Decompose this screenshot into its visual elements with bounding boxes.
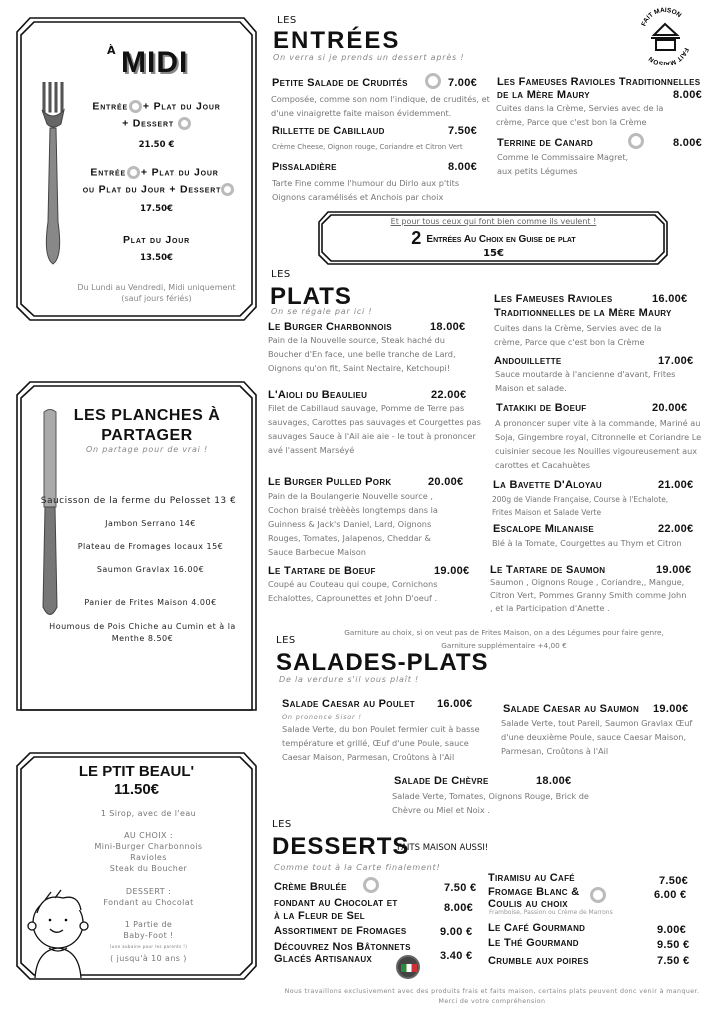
item-desc: Filet de Cabillaud sauvage, Pomme de Terre pas sauvages, Carottes pas sauvages et Courgettes pas sauvages Sauce à l'Ail aie aie - le tout à prononcer avé l'assent Marséyé (268, 403, 481, 455)
italian-flag-badge-icon (396, 955, 420, 979)
salades-les: LES (276, 635, 296, 646)
formula2-plat: + Plat du Jour (140, 166, 219, 179)
fait-maison-ring-icon (129, 100, 142, 113)
formula2-price: 17.50€ (140, 204, 173, 214)
item-name: Assortiment de Fromages (274, 925, 407, 937)
kids-line: Mini-Burger Charbonnois (94, 842, 203, 851)
item-name: Les Fameuses Ravioles Traditionnelles (497, 76, 701, 88)
item-desc: Salade Verte, du bon Poulet fermier cuit à basse température et grillé, Œuf d'une Poule, sauce Caesar Maison, Parmesan, Croûtons à l'Ail (282, 724, 480, 762)
item-name: Salade Caesar au Poulet (282, 698, 415, 710)
item-name: Le Tartare de Saumon (490, 564, 606, 576)
item-price: 16.00€ (652, 293, 688, 305)
boy-drawing-icon (23, 888, 93, 978)
promo-text: Entrées Au Choix en Guise de plat (426, 234, 576, 245)
item-desc: Salade Verte, tout Pareil, Saumon Gravlax Œuf d'une deuxième Poule, sauce Caesar Maison, Parmesan, Croûtons à l'Ail (501, 718, 693, 756)
formula1-dessert: + Dessert (122, 117, 174, 130)
item-desc: Comme le Commissaire Magret, aux petits Légumes (497, 152, 629, 176)
item-price: 7.50€ (659, 875, 689, 887)
planche-item: Saumon Gravlax 16.00€ (96, 565, 205, 574)
entrees-title: ENTRÉES (273, 27, 401, 54)
item-price: 8.00€ (448, 161, 478, 173)
kids-line: AU CHOIX : (124, 831, 173, 840)
kids-line: (une aubaine pour les parents !) (109, 944, 188, 949)
svg-text:FAIT MAISON: FAIT MAISON (640, 6, 683, 28)
item-desc: Pain de la Nouvelle source, Steak haché du Boucher d'En face, une belle tranche de Lard, Oignons qu'on fit, Saint Nectaire, Ketchoupi! (268, 335, 456, 373)
item-desc: Blé à la Tomate, Courgettes au Thym et Citron (492, 538, 682, 548)
promo-price: 15€ (483, 248, 504, 259)
plats-title: PLATS (270, 283, 352, 310)
entrees-les: LES (277, 15, 297, 26)
item-note: On prononce Sisor ! (282, 713, 362, 721)
item-price: 22.00€ (658, 523, 694, 535)
item-name: Andouillette (494, 355, 562, 367)
item-price: 8.00€ (673, 137, 703, 149)
item-price: 20.00€ (652, 402, 688, 414)
formula3-price: 13.50€ (140, 253, 173, 263)
planche-item: Panier de Frites Maison 4.00€ (84, 598, 217, 607)
item-name: Petite Salade de Crudités (272, 77, 408, 89)
item-desc: 200g de Viande Française, Course à l'Echalote, Frites Maison et Salade Verte (492, 495, 669, 517)
item-desc: Crème Cheese, Oignon rouge, Coriandre et Citron Vert (272, 143, 463, 151)
item-name: Salade Caesar au Saumon (503, 703, 640, 715)
plats-les: LES (271, 269, 291, 280)
item-name: Terrine de Canard (497, 137, 594, 149)
desserts-title: DESSERTS (272, 833, 410, 860)
item-desc: Pain de la Boulangerie Nouvelle source , Cochon braisé trèèèès longtemps dans la Guinness & Jack's Daniel, Lard, Oignons Rouges, Tomates, Jalapenos, Cheddar & Sauce Barbecue Maison (268, 491, 438, 557)
item-note: Framboise, Passion ou Crème de Marrons (489, 909, 613, 916)
item-desc: Coupé au Couteau qui coupe, Cornichons Echalottes, Caprounettes et John D'oeuf . (268, 579, 438, 603)
item-desc: Cuites dans la Crème, Servies avec de la crème, Parce que c'est bon la Crème (496, 103, 664, 127)
item-price: 18.00€ (430, 321, 466, 333)
planche-item: Saucisson de la ferme du Pelosset 13 € (40, 496, 237, 506)
item-desc: Tarte Fine comme l'humour du Dirlo aux p'tits Oignons caramélisés et Anchois par choix (272, 178, 460, 202)
salades-title: SALADES-PLATS (276, 649, 489, 676)
planche-item: Jambon Serrano 14€ (105, 519, 196, 528)
item-name: Les Fameuses Ravioles (494, 293, 613, 305)
svg-text:FAIT MAISON: FAIT MAISON (647, 46, 690, 65)
kids-line: ( jusqu'à 10 ans ) (110, 954, 187, 963)
item-desc: Sauce moutarde à l'ancienne d'avant, Frites Maison et salade. (495, 369, 676, 393)
entrees-subtitle: On verra si je prends un dessert après ! (273, 53, 465, 62)
planche-item: Houmous de Pois Chiche au Cumin et à la (49, 622, 236, 631)
kids-line: Ravioles (130, 853, 167, 862)
item-desc: Cuites dans la Crème, Servies avec de la crème, Parce que c'est bon la Crème (494, 323, 662, 347)
item-price: 7.00€ (448, 77, 478, 89)
salades-subtitle: De la verdure s'il vous plaît ! (279, 675, 420, 684)
item-price: 9.50 € (657, 939, 690, 951)
item-price: 21.00€ (658, 479, 694, 491)
formula1-plat: + Plat du Jour (142, 100, 221, 113)
item-desc: A prononcer super vite à la commande, Mariné au Soja, Gingembre royal, Citronnelle et Coriandre Le cuisinier secoue les Nouilles vigoureusement aux carottes et Cacahuètes (495, 418, 702, 470)
planches-panel (17, 382, 256, 710)
planches-title (47, 406, 247, 446)
planches-title-line: PARTAGER (101, 427, 193, 444)
kids-line: DESSERT : (125, 887, 172, 896)
fait-maison-ring-icon (221, 183, 234, 196)
item-name: Le Thé Gourmand (488, 937, 579, 949)
item-name: Rillette de Cabillaud (272, 125, 385, 137)
item-price: 19.00€ (434, 565, 470, 577)
promo-line2 (320, 228, 667, 249)
garniture-line: Garniture supplémentaire +4,00 € (441, 641, 567, 650)
item-price: 7.50 € (657, 955, 690, 967)
item-price: 19.00€ (656, 564, 692, 576)
kids-line: Fondant au Chocolat (103, 898, 194, 907)
midi-note (37, 282, 276, 304)
item-name: Le Burger Pulled Pork (268, 476, 392, 488)
promo-number: 2 (411, 228, 422, 248)
item-name: Le Café Gourmand (488, 922, 586, 934)
kids-line: 1 Partie de (124, 920, 173, 929)
item-price: 20.00€ (428, 476, 464, 488)
midi-title: MIDI (121, 46, 189, 79)
kids-price: 11.50€ (113, 781, 160, 798)
item-name: Fromage Blanc & (488, 886, 580, 898)
midi-note-line: (sauf jours fériés) (121, 294, 192, 303)
desserts-les: LES (272, 819, 292, 830)
kids-line: Baby-Foot ! (123, 931, 174, 940)
planche-item: Menthe 8.50€ (111, 634, 174, 643)
planches-subtitle: On partage pour de vrai ! (85, 445, 209, 454)
planche-item: Plateau de Fromages locaux 15€ (77, 542, 224, 551)
kids-panel (17, 753, 256, 979)
item-price: 8.00€ (444, 902, 474, 914)
plats-subtitle: On se régale par ici ! (271, 307, 373, 316)
fait-maison-ring-icon (425, 73, 441, 89)
midi-a: À (107, 44, 116, 57)
item-price: 9.00€ (657, 924, 687, 936)
item-name: Découvrez Nos Bâtonnets (274, 941, 411, 953)
footer-line: Nous travaillons exclusivement avec des produits frais et faits maison, certains plats peuvent donc venir à manquer. (284, 988, 700, 995)
item-name-line2: à la Fleur de Sel (274, 910, 365, 922)
item-name: La Bavette D'Aloyau (493, 479, 602, 491)
desserts-subtitle: Comme tout à la Carte finalement! (274, 863, 441, 872)
fait-maison-ring-icon (178, 117, 191, 130)
item-name: Crème Brulée (274, 881, 347, 893)
item-price: 7.50€ (448, 125, 478, 137)
item-name: Tiramisu au Café (488, 872, 575, 884)
item-desc: Saumon , Oignons Rouge , Coriandre,, Mangue, Citron Vert, Pommes Granny Smith comme John , et la Participation d'Anette . (490, 577, 687, 613)
item-price: 17.00€ (658, 355, 694, 367)
fait-maison-ring-icon (363, 877, 379, 893)
item-price: 8.00€ (673, 89, 703, 101)
item-price: 3.40 € (440, 950, 473, 962)
item-price: 7.50 € (444, 882, 477, 894)
formula1-entree: Entrée (92, 100, 128, 113)
item-name: Le Burger Charbonnois (268, 321, 392, 333)
item-name-line2: Traditionnelles de la Mère Maury (494, 307, 672, 319)
fait-maison-ring-icon (127, 166, 140, 179)
fait-maison-ring-icon (628, 133, 644, 149)
footer-line: Merci de votre compréhension (438, 998, 546, 1005)
item-name: Le Tartare de Boeuf (268, 565, 376, 577)
item-desc: Composée, comme son nom l'indique, de crudités, et d'une vinaigrette faite maison évidemment. (271, 94, 490, 118)
midi-note-line: Du Lundi au Vendredi, Midi uniquement (77, 283, 236, 292)
item-name-line2: de la Mère Maury (497, 89, 590, 101)
item-price: 19.00€ (653, 703, 689, 715)
formula2-entree: Entrée (90, 166, 126, 179)
item-name: Pissaladière (272, 161, 337, 173)
promo-line1: Et pour tous ceux qui font bien comme ils veulent ! (390, 217, 597, 226)
item-name-line2: Coulis au choix (488, 898, 568, 910)
planches-title-line: LES PLANCHES À (73, 407, 221, 424)
item-name: Crumble aux poires (488, 955, 589, 967)
item-name: fondant au Chocolat et (274, 897, 398, 909)
item-name: Tatakiki de Boeuf (496, 402, 587, 414)
kids-line: Steak du Boucher (109, 864, 188, 873)
fait-maison-ring-icon (590, 887, 606, 903)
formula2-alt: ou Plat du Jour + Dessert (82, 183, 222, 196)
item-name: L'Aioli du Beaulieu (268, 389, 368, 401)
fait-maison-logo (636, 5, 694, 65)
desserts-suffix: FAITS MAISON AUSSI! (397, 843, 489, 853)
formula3-label: Plat du Jour (122, 234, 191, 246)
footer-note (262, 987, 722, 1007)
item-name-line2: Glacés Artisanaux (274, 953, 373, 965)
item-name: Salade De Chèvre (394, 775, 489, 787)
garniture-line: Garniture au choix, si on veut pas de Frites Maison, on a des Légumes pour faire genre, (344, 628, 664, 637)
item-price: 6.00 € (654, 889, 687, 901)
item-price: 9.00 € (440, 926, 473, 938)
kids-title: LE PTIT BEAUL' (78, 763, 195, 780)
item-price: 22.00€ (431, 389, 467, 401)
formula1-price: 21.50 € (138, 140, 175, 150)
item-price: 16.00€ (437, 698, 473, 710)
kids-line: 1 Sirop, avec de l'eau (100, 809, 197, 818)
item-price: 18.00€ (536, 775, 572, 787)
item-desc: Salade Verte, Tomates, Oignons Rouge, Brick de Chèvre ou Miel et Noix . (392, 791, 589, 815)
midi-panel (17, 18, 256, 320)
item-name: Escalope Milanaise (493, 523, 594, 535)
